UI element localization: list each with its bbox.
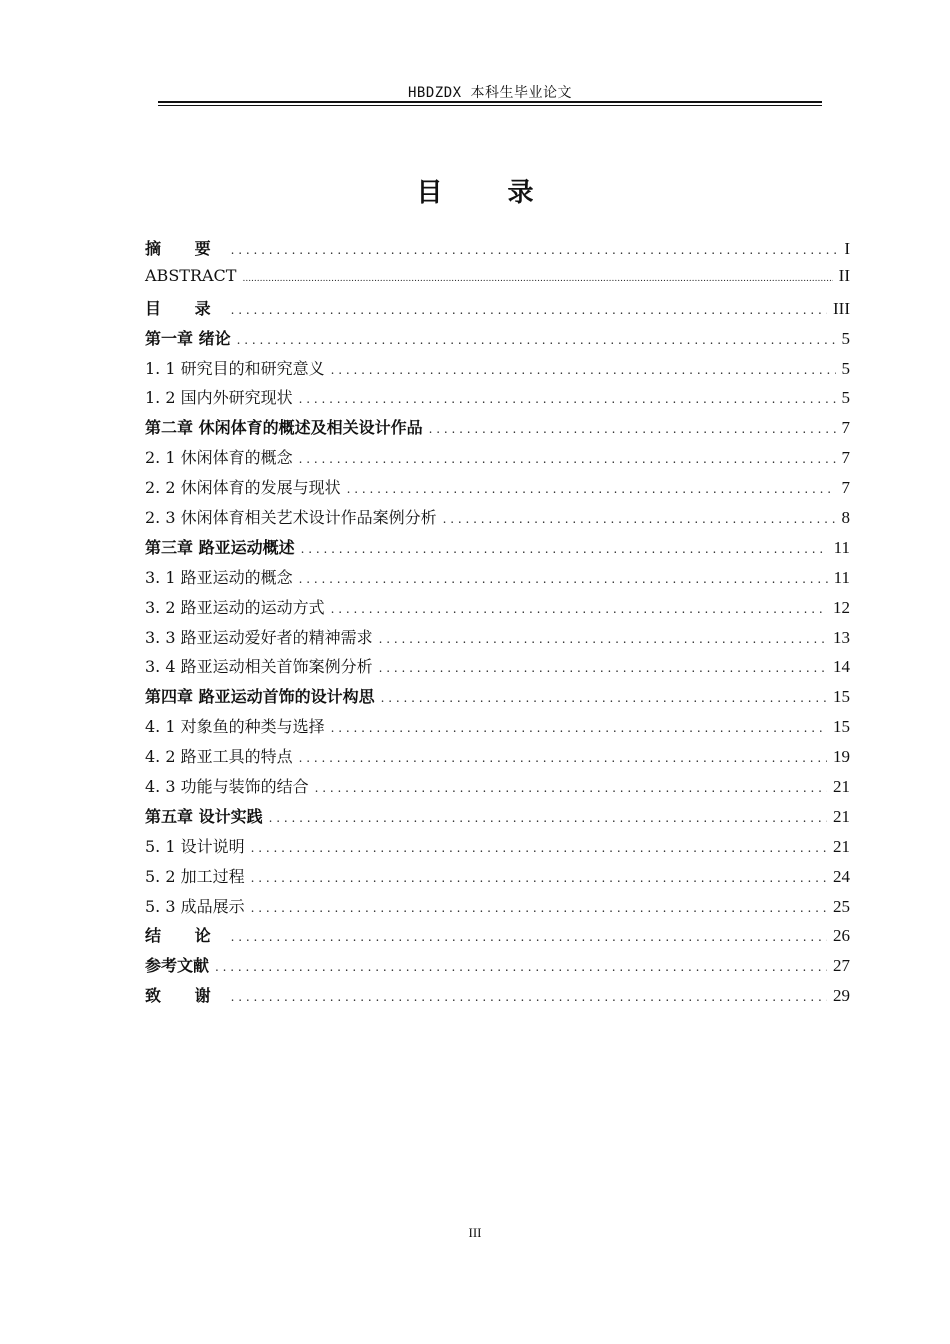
- toc-entry-label: 参考文献: [145, 956, 210, 976]
- toc-entry-label: 致 谢: [145, 986, 225, 1006]
- toc-entry-page: 5: [841, 358, 850, 378]
- toc-entry-section-5-1[interactable]: [145, 834, 850, 864]
- toc-entry-page: 7: [841, 448, 850, 468]
- toc-entry-abstract-cn[interactable]: [145, 236, 850, 266]
- toc-entry-label: 1. 1 研究目的和研究意义: [145, 358, 325, 378]
- toc-entry-page: 5: [841, 328, 850, 348]
- toc-entry-page: 5: [841, 388, 850, 408]
- toc-leader-dots: [379, 632, 827, 646]
- toc-entry-page: 12: [833, 597, 850, 617]
- toc-leader-dots: [299, 572, 828, 586]
- toc-leader-dots: [381, 691, 827, 705]
- toc-entry-chapter-2[interactable]: [145, 415, 850, 445]
- toc-entry-chapter-5[interactable]: [145, 804, 850, 834]
- toc-entry-chapter-4[interactable]: [145, 684, 850, 714]
- toc-entry-section-3-4[interactable]: [145, 654, 850, 684]
- toc-entry-label: 2. 3 休闲体育相关艺术设计作品案例分析: [145, 508, 437, 528]
- toc-entry-label: 4. 2 路亚工具的特点: [145, 747, 293, 767]
- toc-entry-label: 4. 3 功能与装饰的结合: [145, 777, 309, 797]
- toc-leader-dots: [251, 841, 827, 855]
- toc-entry-page: 7: [841, 478, 850, 498]
- toc-entry-label: 3. 1 路亚运动的概念: [145, 567, 293, 587]
- toc-leader-dots: [301, 542, 828, 556]
- toc-entry-page: 21: [833, 806, 850, 826]
- toc-leader-dots: [231, 930, 827, 944]
- toc-entry-section-1-1[interactable]: [145, 356, 850, 386]
- toc-leader-dots: [331, 721, 827, 735]
- toc-entry-section-2-3[interactable]: [145, 505, 850, 535]
- toc-leader-dots: [443, 512, 836, 526]
- toc-entry-section-2-1[interactable]: [145, 445, 850, 475]
- toc-entry-label: 目 录: [145, 298, 225, 318]
- table-of-contents: [145, 236, 850, 1013]
- toc-entry-label: ABSTRACT: [145, 265, 237, 285]
- toc-leader-dots: [231, 303, 827, 317]
- toc-entry-label: 3. 2 路亚运动的运动方式: [145, 597, 325, 617]
- header-rule-thick: [158, 101, 822, 103]
- toc-entry-page: 21: [833, 836, 850, 856]
- toc-entry-label: 5. 1 设计说明: [145, 836, 245, 856]
- toc-leader-dots: [251, 901, 827, 915]
- toc-entry-label: 3. 3 路亚运动爱好者的精神需求: [145, 627, 373, 647]
- toc-leader-dots: [231, 990, 827, 1004]
- toc-entry-section-4-1[interactable]: [145, 714, 850, 744]
- toc-entry-label: 3. 4 路亚运动相关首饰案例分析: [145, 657, 373, 677]
- toc-leader-dots: [299, 392, 836, 406]
- toc-entry-page: 29: [833, 986, 850, 1006]
- toc-entry-page: 14: [833, 657, 850, 677]
- toc-entry-page: 15: [833, 687, 850, 707]
- toc-entry-label: 第四章 路亚运动首饰的设计构思: [145, 687, 375, 707]
- toc-entry-conclusion[interactable]: [145, 923, 850, 953]
- toc-entry-page: III: [833, 298, 850, 318]
- running-title: HBDZDX 本科生毕业论文: [407, 85, 572, 101]
- toc-entry-section-5-2[interactable]: [145, 864, 850, 894]
- toc-entry-contents[interactable]: [145, 296, 850, 326]
- toc-leader-dots: [269, 811, 827, 825]
- toc-entry-page: 19: [833, 747, 850, 767]
- toc-entry-label: 第一章 绪论: [145, 328, 231, 348]
- toc-entry-page: 26: [833, 926, 850, 946]
- toc-entry-section-3-2[interactable]: [145, 595, 850, 625]
- toc-entry-acknowledgements[interactable]: [145, 983, 850, 1013]
- toc-entry-label: 5. 2 加工过程: [145, 866, 245, 886]
- toc-entry-label: 4. 1 对象鱼的种类与选择: [145, 717, 325, 737]
- toc-entry-page: 24: [833, 866, 850, 886]
- toc-entry-page: II: [838, 265, 850, 285]
- toc-leader-dots: [379, 661, 827, 675]
- toc-entry-section-4-3[interactable]: [145, 774, 850, 804]
- toc-entry-label: 1. 2 国内外研究现状: [145, 388, 293, 408]
- toc-leader-dots: [347, 482, 836, 496]
- toc-entry-page: 11: [833, 567, 850, 587]
- toc-leader-dots: [315, 781, 827, 795]
- toc-entry-page: 15: [833, 717, 850, 737]
- toc-entry-page: 8: [841, 508, 850, 528]
- toc-entry-section-1-2[interactable]: [145, 385, 850, 415]
- toc-entry-page: 7: [841, 418, 850, 438]
- toc-entry-chapter-1[interactable]: [145, 326, 850, 356]
- toc-entry-chapter-3[interactable]: [145, 535, 850, 565]
- toc-title: 目 录: [416, 178, 562, 208]
- toc-entry-page: 25: [833, 896, 850, 916]
- toc-entry-label: 2. 1 休闲体育的概念: [145, 448, 293, 468]
- toc-entry-label: 摘 要: [145, 239, 225, 258]
- toc-entry-label: 第五章 设计实践: [145, 806, 263, 826]
- toc-entry-page: 27: [833, 956, 850, 976]
- toc-entry-label: 2. 2 休闲体育的发展与现状: [145, 478, 341, 498]
- toc-leader-dots: [251, 871, 827, 885]
- toc-leader-dots: [299, 452, 836, 466]
- toc-leader-dots: [331, 602, 827, 616]
- toc-entry-page: 11: [833, 537, 850, 557]
- toc-entry-label: 5. 3 成品展示: [145, 896, 245, 916]
- toc-entry-abstract-en[interactable]: [145, 266, 850, 296]
- toc-entry-section-5-3[interactable]: [145, 894, 850, 924]
- toc-entry-section-3-3[interactable]: [145, 625, 850, 655]
- toc-entry-label: 第三章 路亚运动概述: [145, 537, 295, 557]
- toc-leader-dots: [242, 274, 832, 284]
- toc-entry-section-2-2[interactable]: [145, 475, 850, 505]
- toc-leader-dots: [231, 243, 839, 257]
- toc-entry-page: 21: [833, 777, 850, 797]
- toc-leader-dots: [215, 960, 827, 974]
- toc-entry-section-3-1[interactable]: [145, 565, 850, 595]
- page-number: III: [468, 1225, 482, 1240]
- toc-entry-page: 13: [833, 627, 850, 647]
- toc-entry-references[interactable]: [145, 953, 850, 983]
- toc-entry-section-4-2[interactable]: [145, 744, 850, 774]
- toc-leader-dots: [299, 751, 827, 765]
- toc-leader-dots: [429, 422, 836, 436]
- toc-leader-dots: [237, 333, 836, 347]
- toc-leader-dots: [331, 363, 836, 377]
- toc-entry-page: I: [844, 239, 850, 258]
- toc-entry-label: 结 论: [145, 926, 225, 946]
- toc-entry-label: 第二章 休闲体育的概述及相关设计作品: [145, 418, 423, 438]
- header-rule-thin: [158, 105, 822, 106]
